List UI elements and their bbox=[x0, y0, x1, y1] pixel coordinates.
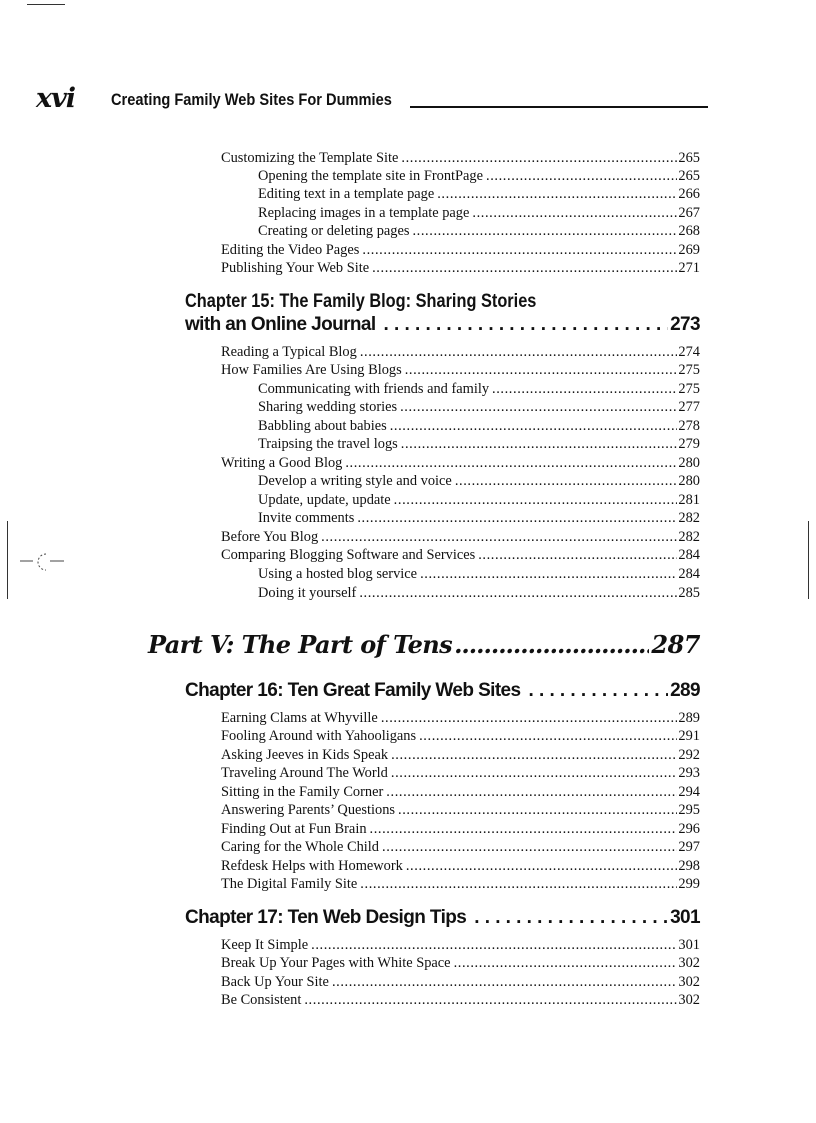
part-5-title: Part V: The Part of Tens bbox=[148, 630, 453, 659]
toc-entry[interactable]: Reading a Typical Blog ..... 274 bbox=[221, 343, 700, 361]
toc-entry[interactable]: Sitting in the Family Corner ..... 294 bbox=[221, 783, 700, 801]
chapter-15-page: 273 bbox=[670, 314, 700, 335]
toc-entry[interactable]: Replacing images in a template page ..... 267 bbox=[258, 204, 700, 222]
toc-entry[interactable]: Asking Jeeves in Kids Speak ..... 292 bbox=[221, 746, 700, 764]
toc-entry[interactable]: Doing it yourself ..... 285 bbox=[258, 584, 700, 602]
toc-entry[interactable]: Babbling about babies ..... 278 bbox=[258, 417, 700, 435]
toc-entry[interactable]: Finding Out at Fun Brain ..... 296 bbox=[221, 820, 700, 838]
toc-entry[interactable]: Back Up Your Site ..... 302 bbox=[221, 973, 700, 991]
toc-entry[interactable]: Refdesk Helps with Homework ..... 298 bbox=[221, 857, 700, 875]
toc-entry[interactable]: Publishing Your Web Site ..... 271 bbox=[221, 259, 700, 277]
chapter-17-page: 301 bbox=[670, 907, 700, 928]
toc-entry[interactable]: Customizing the Template Site ..... 265 bbox=[221, 149, 700, 167]
part-5-page: 287 bbox=[651, 630, 700, 659]
toc-entry[interactable]: Opening the template site in FrontPage ..... 265 bbox=[258, 167, 700, 185]
toc-entry[interactable]: Traipsing the travel logs ..... 279 bbox=[258, 435, 700, 453]
toc-entry[interactable]: Comparing Blogging Software and Services ..... 284 bbox=[221, 546, 700, 564]
toc-entry[interactable]: Invite comments ..... 282 bbox=[258, 509, 700, 527]
toc-entry[interactable]: Communicating with friends and family ..... 275 bbox=[258, 380, 700, 398]
toc-entry[interactable]: Answering Parents’ Questions ..... 295 bbox=[221, 801, 700, 819]
book-title: Creating Family Web Sites For Dummies bbox=[111, 90, 392, 109]
toc-entry[interactable]: Update, update, update ..... 281 bbox=[258, 491, 700, 509]
toc-entry[interactable]: Using a hosted blog service ..... 284 bbox=[258, 565, 700, 583]
toc-entry[interactable]: Writing a Good Blog ..... 280 bbox=[221, 454, 700, 472]
toc-entry[interactable]: How Families Are Using Blogs ..... 275 bbox=[221, 361, 700, 379]
toc-entry[interactable]: Creating or deleting pages ..... 268 bbox=[258, 222, 700, 240]
toc-entry[interactable]: Earning Clams at Whyville ..... 289 bbox=[221, 709, 700, 727]
chapter-15-title: Chapter 15: The Family Blog: Sharing Stories bbox=[185, 291, 537, 312]
chapter-15-heading[interactable] bbox=[185, 291, 700, 313]
toc-entry[interactable]: Break Up Your Pages with White Space ..... 302 bbox=[221, 954, 700, 972]
toc-entry[interactable]: Sharing wedding stories ..... 277 bbox=[258, 398, 700, 416]
toc-entry[interactable]: Editing the Video Pages ..... 269 bbox=[221, 241, 700, 259]
toc-entry[interactable]: Caring for the Whole Child ..... 297 bbox=[221, 838, 700, 856]
toc-entry[interactable]: Develop a writing style and voice ..... 280 bbox=[258, 472, 700, 490]
toc-entry[interactable]: The Digital Family Site ..... 299 bbox=[221, 875, 700, 893]
part-5-heading[interactable] bbox=[148, 628, 700, 662]
toc-entry[interactable]: Fooling Around with Yahooligans ..... 291 bbox=[221, 727, 700, 745]
chapter-17-heading[interactable]: Chapter 17: Ten Web Design Tips ..... 301 bbox=[185, 906, 700, 930]
toc-entry[interactable]: Traveling Around The World ..... 293 bbox=[221, 764, 700, 782]
toc-entry[interactable]: Be Consistent ..... 302 bbox=[221, 991, 700, 1009]
toc-entry[interactable]: Keep It Simple ..... 301 bbox=[221, 936, 700, 954]
toc-entry[interactable]: Editing text in a template page ..... 266 bbox=[258, 185, 700, 203]
chapter-15-heading-line2[interactable]: with an Online Journal ..... 273 bbox=[185, 313, 700, 337]
toc-entry[interactable]: Before You Blog ..... 282 bbox=[221, 528, 700, 546]
chapter-16-page: 289 bbox=[670, 680, 700, 701]
chapter-16-heading[interactable]: Chapter 16: Ten Great Family Web Sites ..... 289 bbox=[185, 679, 700, 703]
page-number: xvi bbox=[36, 83, 76, 114]
